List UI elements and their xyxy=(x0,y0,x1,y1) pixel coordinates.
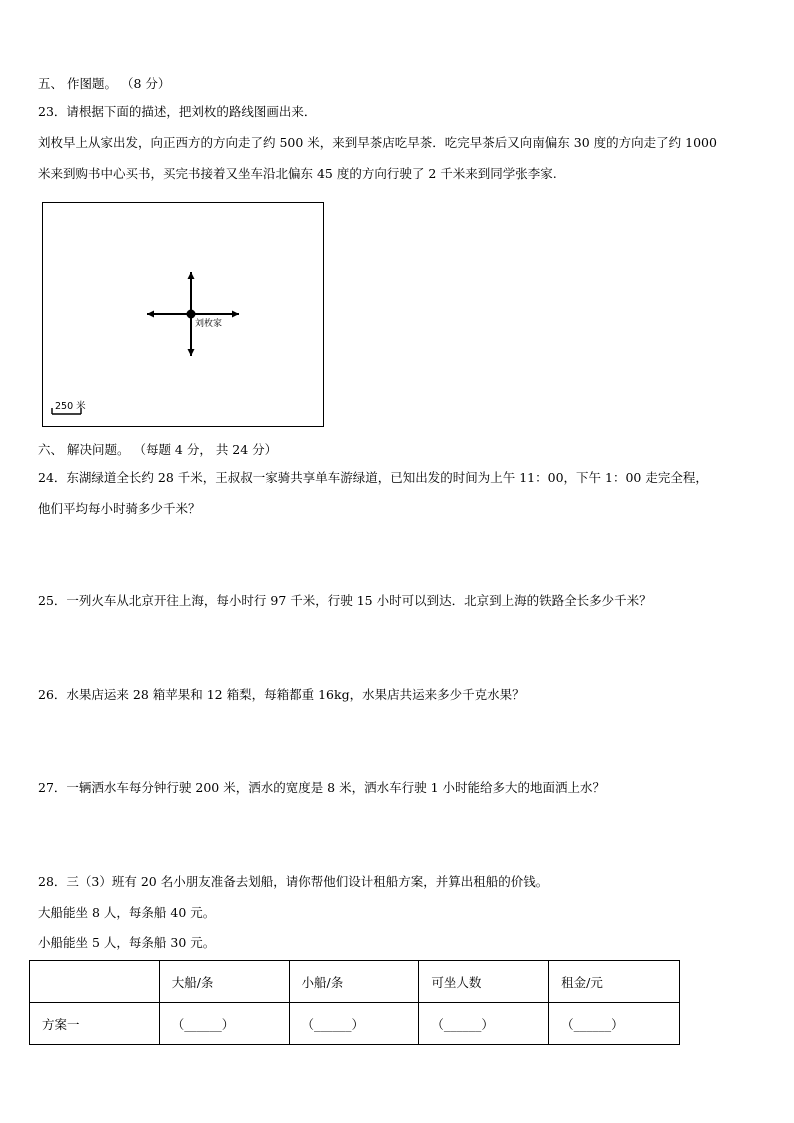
boat-rental-table xyxy=(29,960,680,1045)
question-28-line-2: 大船能坐 8 人，每条船 40 元。 xyxy=(38,905,216,920)
question-23-description-line-1: 刘枚早上从家出发，向正西方的方向走了约 500 米，来到早茶店吃早茶．吃完早茶后又向南偏东 30 度的方向走了约 1000 xyxy=(38,135,717,150)
north-arrow-icon xyxy=(188,272,195,279)
west-arrow-icon xyxy=(147,311,154,318)
question-26: 26．水果店运来 28 箱苹果和 12 箱梨，每箱都重 16kg，水果店共运来多少千克水果？ xyxy=(38,687,525,702)
route-map-figure xyxy=(42,202,324,427)
table-header-cell: 可坐人数 xyxy=(419,961,549,1003)
question-24-line-2: 他们平均每小时骑多少千米？ xyxy=(38,501,201,516)
scale-label: 250 米 xyxy=(55,401,86,412)
compass-diagram xyxy=(43,203,325,428)
answer-blank[interactable]: （______） xyxy=(549,1003,680,1045)
question-23-prompt: 23．请根据下面的描述，把刘枚的路线图画出来． xyxy=(38,104,317,119)
answer-blank[interactable]: （______） xyxy=(159,1003,289,1045)
table-header-row xyxy=(30,961,680,1003)
table-header-cell xyxy=(30,961,160,1003)
table-header-cell: 租金/元 xyxy=(549,961,680,1003)
section-5-heading: 五、 作图题。 （8 分） xyxy=(38,76,171,91)
question-24-line-1: 24．东湖绿道全长约 28 千米，王叔叔一家骑共享单车游绿道，已知出发的时间为上午 11：00，下午 1：00 走完全程， xyxy=(38,470,708,485)
table-header-cell: 小船/条 xyxy=(289,961,419,1003)
question-28-line-3: 小船能坐 5 人，每条船 30 元。 xyxy=(38,935,216,950)
question-27: 27．一辆洒水车每分钟行驶 200 米，洒水的宽度是 8 米，洒水车行驶 1 小时能给多大的地面洒上水？ xyxy=(38,780,606,795)
table-header-cell: 大船/条 xyxy=(159,961,289,1003)
origin-label: 刘枚家 xyxy=(195,319,223,329)
answer-blank[interactable]: （______） xyxy=(419,1003,549,1045)
answer-blank[interactable]: （______） xyxy=(289,1003,419,1045)
section-6-heading: 六、 解决问题。 （每题 4 分， 共 24 分） xyxy=(38,442,278,457)
east-arrow-icon xyxy=(232,311,239,318)
question-25: 25．一列火车从北京开往上海，每小时行 97 千米，行驶 15 小时可以到达．北京到上海的铁路全长多少千米？ xyxy=(38,593,652,608)
row-label: 方案一 xyxy=(30,1003,160,1045)
question-28-line-1: 28．三（3）班有 20 名小朋友准备去划船，请你帮他们设计租船方案，并算出租船的价钱。 xyxy=(38,874,549,889)
question-23-description-line-2: 米来到购书中心买书，买完书接着又坐车沿北偏东 45 度的方向行驶了 2 千米来到同学张李家. xyxy=(38,166,557,181)
table-row xyxy=(30,1003,680,1045)
south-arrow-icon xyxy=(188,349,195,356)
